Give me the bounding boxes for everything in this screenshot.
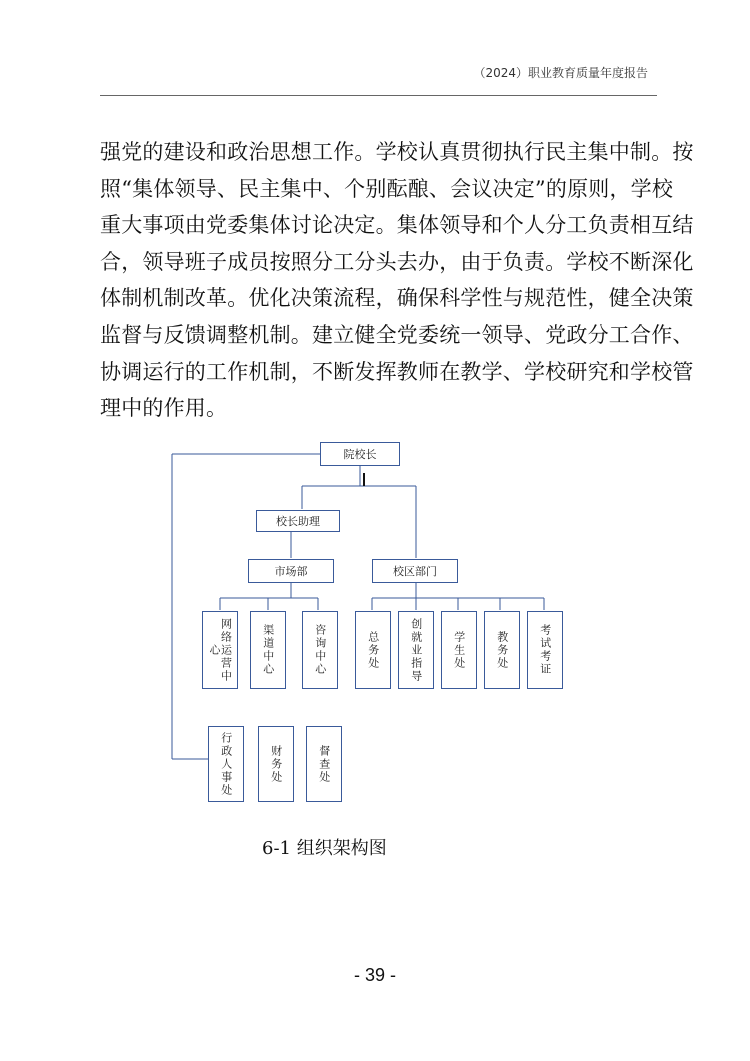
- paragraph-line: 合，领导班子成员按照分工分头去办，由于负责。学校不断深化: [100, 249, 694, 274]
- paragraph-line: 理中的作用。: [100, 396, 228, 421]
- paragraph-line: 体制机制改革。优化决策流程，确保科学性与规范性，健全决策: [100, 286, 694, 311]
- org-node-campus-unit: 学生处: [441, 611, 477, 689]
- org-node-market-dept: 市场部: [248, 559, 334, 583]
- org-node-admin-unit: 督查处: [306, 726, 342, 802]
- org-node-campus-dept: 校区部门: [372, 559, 458, 583]
- org-node-admin-unit: 财务处: [258, 726, 294, 802]
- org-node-market-unit: 网络运营中心: [202, 611, 238, 689]
- org-chart: [160, 430, 600, 810]
- org-node-root: 院校长: [320, 442, 400, 466]
- org-node-campus-unit: 教务处: [484, 611, 520, 689]
- body-paragraph: [100, 134, 694, 427]
- figure-caption: 6-1 组织架构图: [262, 838, 387, 859]
- org-node-market-unit: 渠道中心: [250, 611, 286, 689]
- paragraph-line: 照“集体领导、民主集中、个别酝酿、会议决定”的原则，学校: [100, 176, 674, 201]
- org-node-campus-unit: 创就业指导: [398, 611, 434, 689]
- org-node-market-unit: 咨询中心: [302, 611, 338, 689]
- paragraph-line: 强党的建设和政治思想工作。学校认真贯彻执行民主集中制。按: [100, 140, 694, 164]
- page-number: - 39 -: [353, 965, 396, 985]
- org-node-campus-unit: 总务处: [355, 611, 391, 689]
- org-node-campus-unit: 考试考证: [527, 611, 563, 689]
- paragraph-line: 监督与反馈调整机制。建立健全党委统一领导、党政分工合作、: [100, 322, 694, 347]
- paragraph-line: 重大事项由党委集体讨论决定。集体领导和个人分工负责相互结: [100, 213, 694, 238]
- paragraph-line: 协调运行的工作机制，不断发挥教师在教学、学校研究和学校管: [100, 359, 694, 384]
- report-header-title: （2024）职业教育质量年度报告: [473, 66, 648, 80]
- header-divider: [100, 95, 657, 96]
- org-node-assistant: 校长助理: [256, 510, 340, 532]
- org-node-admin-unit: 行政人事处: [208, 726, 244, 802]
